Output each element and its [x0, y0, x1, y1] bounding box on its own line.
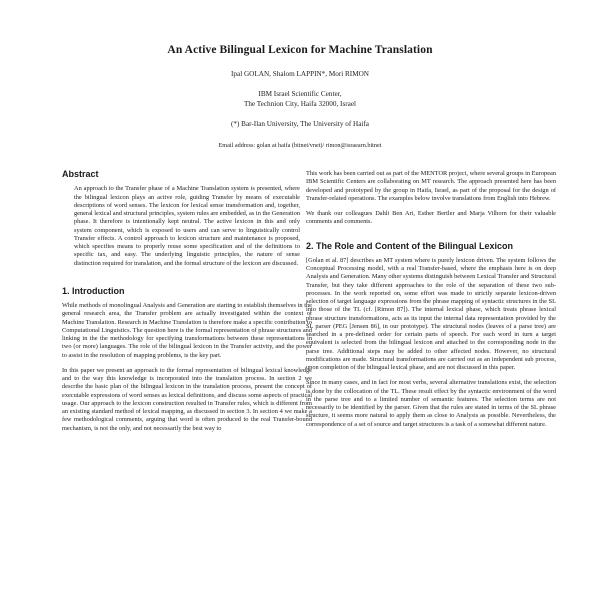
intro-paragraph-1: While methods of monolingual Analysis and Generation are starting to establish themselves in the general research area, the Transfer problem are actually investigated within the context of Machine Translation. Research in Machine Translation is therefore make a specific contribution to Computational Linguistics. The question here is the formal representation of phrase structures and linking in the the methodology for specifying transformations between these representations in two (or more) languages. The role of the bilingual lexicon in the Transfer activity, and the power to assist in the resolution of mapping problems, is the key part. — [62, 302, 312, 359]
paper-title: An Active Bilingual Lexicon for Machine Translation — [167, 44, 433, 56]
section-2-paragraph-1: [Golan et al. 87] describes an MT system where is purely lexicon driven. The system follows the Conceptual Processing model, with a real Transfer-based, where the emphasis here is on deep Analysis and Generation. Many other systems distinguish between Lexical Transfer and Structural Transfer, but they take different approaches to the role of the separation of these two sub-processes. In the work reported on, some effort was made to strictly separate lexicon-driven selection of target language expressions from the phrase mapping of syntactic structures in the SL into those of the TL (cf. [Rimon 87]). The internal lexical phase, which treats phrase lexical phrase structure transformations, acts as its input the internal data representation provided by the SL parser (PEG [Jensen 86], in our prototype). The structural nodes (leaves of a parse tree) are searched in a pre-defined order for certain parts of speech. For each word in turn a target equivalent is selected from the bilingual lexicon and attached to the corresponding node in the parse tree. Additional steps may be added to other affected nodes. However, no structural modifications are made. Structural transformations are carried out as an independent sub process, upon completion of the bilingual lexical phase, and are not discussed in this paper. — [306, 256, 556, 371]
right-column — [306, 170, 556, 600]
acknowledgement-paragraph: We thank our colleagues Dahli Ben Ari, Esther Bertler and Marja Vilhorn for their valuable comments and comments. — [306, 210, 556, 226]
section-2-paragraph-2: Since in many cases, and in fact for most verbs, several alternative translations exist, the selection is done by the collocation of the TL. These result effect by the syntactic environment of the word in the parse tree and to a limited number of semantic features. The selection terms are not necessarily to be identified by the parser. Given that the rules are stated in terms of the SL phrase structure, it seems more natural to apply them as close to Analysis as possible. Nevertheless, the correspondence of a set of source and target structures is a task of a somewhat different nature. — [306, 379, 556, 428]
left-column — [62, 170, 312, 600]
email-line: Email address: golan at haifa (bitnet/vnet)/ rimon@israearn.bitnet — [218, 142, 382, 149]
introduction-heading: 1. Introduction — [62, 285, 125, 296]
abstract-heading: Abstract — [62, 170, 99, 179]
affiliation-second: (*) Bar-Ilan University, The University of Haifa — [231, 120, 369, 128]
author-list: Ipal GOLAN, Shalom LAPPIN*, Mori RIMON — [231, 70, 369, 78]
intro-paragraph-2: In this paper we present an approach to the formal representation of bilingual lexical knowledge and to the way this knowledge is incorporated into the translation process. In section 2 we describe the basic plan of the bilingual lexicon in the translation process, present the concept of executable expressions of word senses as lexical definitions, and discuss some aspects of practical usage. Our approach to the lexicon construction resulted in Transfer rules, which is different from an existing standard method of lexical mapping, as discussed in section 3. In section 4 we make a few methodological comments, arguing that word is often produced to the real Transfer-bound mechanism, is not the only, and not necessarily the best way to — [62, 366, 312, 432]
affiliation-line-1: IBM Israel Scientific Center, — [258, 90, 342, 98]
affiliation-line-2: The Technion City, Haifa 32000, Israel — [243, 100, 357, 108]
section-2-heading: 2. The Role and Content of the Bilingual Lexicon — [306, 240, 514, 251]
abstract-text: An approach to the Transfer phase of a Machine Translation system is presented, where the bilingual lexicon plays an active role, guiding Transfer by means of executable descriptions of word senses. The lexicon for lexical sense transformation and, together, general lexical and structural principles, system rules are embedded, as in the Generation phase. It therefore is intentionally kept neutral. The active lexicon in this and only system component, which is exposed to users and can serve to linguistically control Transfer effects. A control approach to lexicon structure and maintenance is proposed, which specifies means to properly reuse some specification and of the definitions to specific tax, and easy. The underlying linguistic principles, the nature of sense distinction required for translation, and the formal structure of the lexicon are discussed. — [74, 185, 300, 267]
project-paragraph: This work has been carried out as part of the MENTOR project, where several groups in European IBM Scientific Centers are collaborating on MT research. The approach presented here has been developed and prototyped by the group in Haifa, Israel, as part of the proposal for the design of Transfer-related operations. The examples below involve translations from English into Hebrew. — [306, 170, 556, 202]
